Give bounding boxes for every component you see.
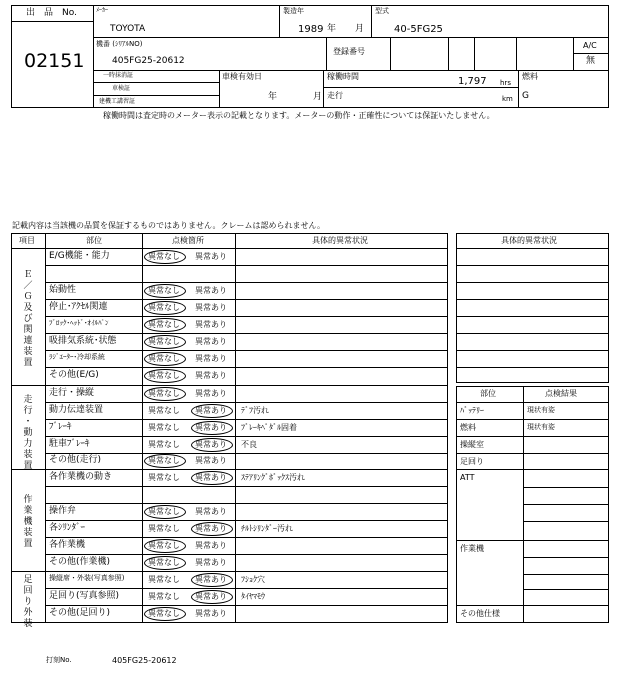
table-row: [45, 385, 448, 402]
part-label: E/G機能・能力: [49, 251, 110, 261]
part-label: 走行・操縦: [49, 388, 95, 398]
side-result-value: 現状有姿: [527, 423, 555, 431]
check-normal: 異常なし: [148, 575, 180, 584]
part-label: 各作業機の動き: [49, 472, 113, 482]
table-row: [45, 503, 448, 520]
selected-mark: [144, 387, 186, 401]
divider: [523, 521, 609, 522]
check-abnormal: 異常あり: [195, 252, 227, 261]
selected-mark: [144, 539, 186, 553]
check-abnormal: 異常あり: [195, 406, 227, 415]
table-row: [45, 554, 448, 571]
selected-mark: [191, 573, 233, 587]
divider: [219, 70, 220, 108]
side-part-label: その他仕様: [460, 609, 500, 618]
divider: [279, 5, 280, 37]
check-abnormal: 異常あり: [195, 507, 227, 516]
check-abnormal: 異常あり: [195, 456, 227, 465]
divider: [456, 453, 609, 454]
serial-value: 405FG25-20612: [112, 56, 185, 66]
divider: [456, 419, 609, 420]
check-abnormal: 異常あり: [195, 320, 227, 329]
hours-value: 1,797: [458, 76, 487, 87]
divider: [456, 299, 609, 300]
ac-value: 無: [586, 56, 596, 66]
divider: [456, 265, 609, 266]
divider: [456, 316, 609, 317]
item-no-label: 出 品 No.: [26, 8, 77, 18]
side-part-label: 作業機: [460, 544, 484, 553]
fuel-value: G: [522, 91, 529, 101]
selected-mark: [191, 522, 233, 536]
check-abnormal: 異常あり: [195, 440, 227, 449]
table-row: [45, 588, 448, 605]
divider: [448, 37, 449, 70]
divider: [573, 53, 609, 54]
km-unit: km: [502, 95, 513, 103]
table-row: [45, 571, 448, 588]
selected-mark: [144, 335, 186, 349]
group-work: 作 業 機 装 置: [23, 495, 33, 549]
part-label: ﾗｼﾞｴｰﾀｰ･冷却系統: [49, 353, 105, 361]
year-label: 製造年: [283, 7, 304, 15]
divider: [456, 282, 609, 283]
check-abnormal: 異常あり: [195, 337, 227, 346]
check-abnormal: 異常あり: [195, 286, 227, 295]
divider: [456, 367, 609, 368]
divider: [456, 605, 609, 606]
fuel-label: 燃料: [522, 72, 538, 81]
divider: [93, 5, 94, 108]
detail-text: ﾌﾞﾚｰｷﾍﾟﾀﾞﾙ固着: [241, 423, 297, 432]
divider: [456, 350, 609, 351]
check-normal: 異常なし: [148, 592, 180, 601]
table-row: [45, 486, 448, 503]
model-value: 40-5FG25: [394, 24, 443, 35]
divider: [523, 589, 609, 590]
selected-mark: [144, 556, 186, 570]
side-col-result: 点検結果: [545, 389, 577, 398]
hours-unit: hrs: [500, 79, 511, 87]
check-normal: 異常なし: [148, 541, 180, 550]
divider: [390, 37, 391, 70]
selected-mark: [144, 250, 186, 264]
part-label: その他(作業機): [49, 557, 111, 567]
selected-mark: [191, 471, 233, 485]
selected-mark: [144, 505, 186, 519]
check-normal: 異常なし: [148, 473, 180, 482]
table-row: [45, 605, 448, 623]
vehicle-cert-label: 車検証: [112, 85, 131, 92]
check-normal: 異常なし: [148, 371, 180, 380]
check-normal: 異常なし: [148, 507, 180, 516]
check-normal: 異常なし: [148, 558, 180, 567]
selected-mark: [144, 352, 186, 366]
check-normal: 異常なし: [148, 320, 180, 329]
side-detail-table: [456, 233, 609, 383]
part-label: 操縦席・外装(写真参照): [49, 574, 125, 582]
side-part-label: ATT: [460, 473, 475, 482]
hours-label: 稼働時間: [327, 72, 359, 81]
travel-label: 走行: [327, 91, 343, 100]
divider: [11, 21, 93, 22]
hours-note: 稼働時間は査定時のメーター表示の記載となります。メーターの動作・正確性については保証いたしません。: [103, 111, 495, 120]
selected-mark: [191, 421, 233, 435]
selected-mark: [144, 318, 186, 332]
group-undercarriage: 足 回 り 外 装: [23, 575, 33, 629]
stamp-label: 打刻No.: [46, 656, 72, 664]
selected-mark: [144, 284, 186, 298]
part-label: 始動性: [49, 285, 77, 295]
divider: [456, 402, 609, 403]
col-detail: 具体的異常状況: [312, 236, 368, 245]
check-abnormal: 異常あり: [195, 609, 227, 618]
divider: [93, 82, 219, 83]
detail-text: 不良: [241, 440, 257, 449]
check-normal: 異常なし: [148, 406, 180, 415]
divider: [93, 70, 609, 71]
selected-mark: [144, 454, 186, 468]
part-label: 吸排気系統･状態: [49, 336, 117, 346]
divider: [523, 487, 609, 488]
part-label: 各ｼﾘﾝﾀﾞｰ: [49, 523, 86, 533]
detail-text: ﾃﾞﾌ汚れ: [241, 406, 269, 415]
header-block: [11, 5, 609, 108]
side-col-part: 部位: [480, 389, 496, 398]
table-row: [45, 469, 448, 486]
table-row: [45, 282, 448, 299]
part-label: その他(走行): [49, 455, 102, 465]
table-row: [45, 402, 448, 419]
col-item: 項目: [19, 236, 35, 245]
check-abnormal: 異常あり: [195, 303, 227, 312]
check-normal: 異常なし: [148, 609, 180, 618]
table-row: [45, 436, 448, 453]
group-drive: 走 行 ・ 動 力 装 置: [23, 395, 33, 471]
table-row: [45, 419, 448, 436]
divider: [456, 436, 609, 437]
table-row: [45, 299, 448, 316]
selected-mark: [191, 404, 233, 418]
side-part-label: 操縦室: [460, 440, 484, 449]
part-label: ﾌﾞﾛｯｸ･ﾍｯﾄﾞ･ｵｲﾙﾊﾟﾝ: [49, 319, 109, 327]
check-normal: 異常なし: [148, 423, 180, 432]
check-normal: 異常なし: [148, 440, 180, 449]
table-row: [45, 265, 448, 282]
check-abnormal: 異常あり: [195, 575, 227, 584]
table-row: [45, 248, 448, 265]
table-row: [45, 333, 448, 350]
year-value: 1989: [298, 24, 324, 35]
selected-mark: [191, 438, 233, 452]
selected-mark: [144, 301, 186, 315]
check-abnormal: 異常あり: [195, 389, 227, 398]
month-unit: 月: [355, 24, 365, 34]
detail-text: ﾀｲﾔﾏﾓｳ: [241, 592, 265, 601]
part-label: 停止･ｱｸｾﾙ関連: [49, 302, 108, 312]
table-row: [45, 350, 448, 367]
group-engine: Ｅ ／ Ｇ 及 び 関 連 装 置: [23, 270, 33, 368]
side-part-label: 燃料: [460, 423, 476, 432]
part-label: 足回り(写真参照): [49, 591, 120, 601]
item-no: 02151: [24, 50, 85, 72]
divider: [323, 87, 518, 88]
check-normal: 異常なし: [148, 524, 180, 533]
divider: [93, 37, 609, 38]
side-result-value: 現状有姿: [527, 406, 555, 414]
divider: [516, 37, 517, 70]
check-abnormal: 異常あり: [195, 423, 227, 432]
divider: [456, 540, 609, 541]
detail-text: ﾌｼｮｸ穴: [241, 575, 265, 584]
selected-mark: [191, 590, 233, 604]
table-row: [45, 367, 448, 385]
detail-text: ﾁﾙﾄｼﾘﾝﾀﾞｰ汚れ: [241, 524, 293, 533]
col-check: 点検箇所: [172, 236, 204, 245]
check-abnormal: 異常あり: [195, 371, 227, 380]
check-normal: 異常なし: [148, 303, 180, 312]
part-label: その他(足回り): [49, 608, 111, 618]
insp-month-unit: 月: [313, 92, 323, 102]
stamp-value: 405FG25-20612: [112, 656, 177, 665]
insp-year-unit: 年: [268, 92, 278, 102]
part-label: 動力伝達装置: [49, 405, 104, 415]
divider: [523, 557, 609, 558]
check-normal: 異常なし: [148, 286, 180, 295]
part-label: 操作弁: [49, 506, 77, 516]
check-abnormal: 異常あり: [195, 541, 227, 550]
quality-note: 記載内容は当該機の品質を保証するものではありません。クレームは認められません。: [12, 221, 325, 230]
divider: [523, 504, 609, 505]
part-label: 各作業機: [49, 540, 86, 550]
check-abnormal: 異常あり: [195, 524, 227, 533]
check-abnormal: 異常あり: [195, 354, 227, 363]
inspection-label: 車検有効日: [222, 72, 262, 81]
serial-label: 機番 (ｼﾘｱﾙNO): [96, 40, 143, 48]
check-normal: 異常なし: [148, 456, 180, 465]
detail-text: ｽﾃｱﾘﾝｸﾞﾎﾞｯｸｽ汚れ: [241, 473, 305, 482]
part-label: その他(E/G): [49, 370, 99, 380]
side-part-label: 足回り: [460, 457, 484, 466]
side-detail-header: 具体的異常状況: [501, 236, 557, 245]
col-part: 部位: [86, 236, 102, 245]
table-row: [45, 520, 448, 537]
check-normal: 異常なし: [148, 252, 180, 261]
year-unit: 年: [327, 24, 337, 34]
divider: [456, 248, 609, 249]
check-abnormal: 異常あり: [195, 558, 227, 567]
ac-label: A/C: [583, 41, 597, 50]
maker-value: TOYOTA: [110, 24, 146, 34]
model-label: 型式: [375, 7, 389, 15]
divider: [456, 469, 609, 470]
divider: [523, 574, 609, 575]
selected-mark: [144, 369, 186, 383]
divider: [326, 37, 327, 70]
check-normal: 異常なし: [148, 354, 180, 363]
check-normal: 異常なし: [148, 337, 180, 346]
divider: [474, 37, 475, 70]
temp-reg-label: 一時抹消証: [103, 72, 134, 79]
check-normal: 異常なし: [148, 389, 180, 398]
course-cert-label: 建機工講習証: [99, 98, 136, 105]
check-abnormal: 異常あり: [195, 592, 227, 601]
part-label: ﾌﾞﾚｰｷ: [49, 422, 72, 432]
divider: [93, 95, 219, 96]
divider: [371, 5, 372, 37]
side-part-label: ﾊﾞｯﾃﾘｰ: [460, 406, 484, 415]
table-row: [45, 453, 448, 469]
reg-label: 登録番号: [333, 47, 365, 56]
check-abnormal: 異常あり: [195, 473, 227, 482]
divider: [456, 333, 609, 334]
divider: [518, 70, 519, 108]
table-row: [45, 537, 448, 554]
maker-label: ﾒｰｶｰ: [96, 7, 109, 14]
table-row: [45, 316, 448, 333]
part-label: 駐車ﾌﾞﾚｰｷ: [49, 439, 90, 449]
selected-mark: [144, 607, 186, 621]
divider: [323, 70, 324, 108]
